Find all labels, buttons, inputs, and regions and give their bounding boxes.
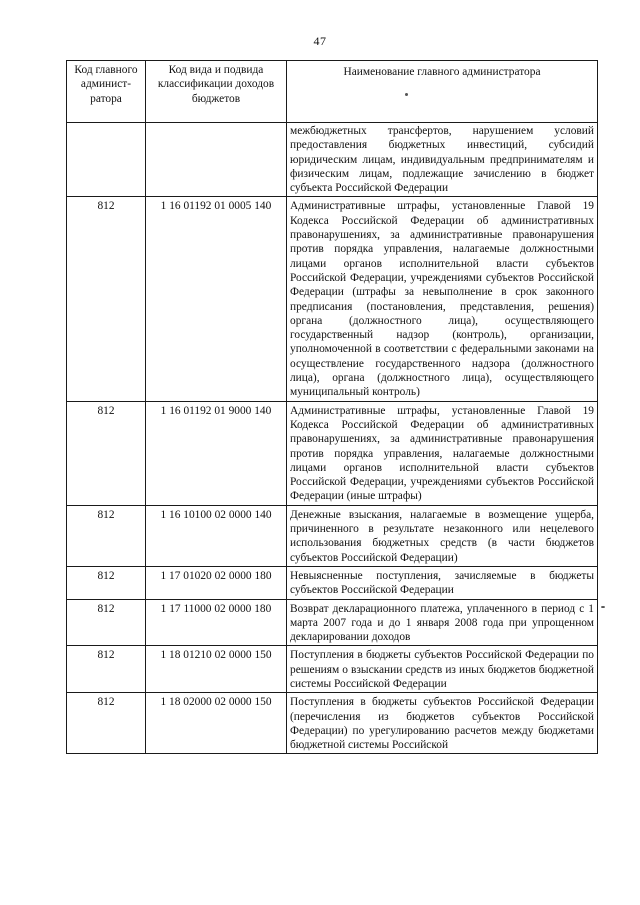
admin-name-cell: Денежные взыскания, налагаемые в возмещение ущерба, причиненного в результате незаконного или нецелевого использования бюджетных средств (в части бюджетов субъектов Российской Федерации) [287, 505, 598, 566]
table-header [67, 61, 598, 123]
table-row [67, 197, 598, 401]
admin-code-cell: 812 [67, 197, 146, 401]
admin-name-cell: Поступления в бюджеты субъектов Российской Федерации по решениям о взыскании средств из иных бюджетов бюджетной системы Российской Федерации [287, 646, 598, 693]
header-admin-code: Код главного админист-ратора [67, 61, 146, 123]
table-row [67, 599, 598, 646]
header-row [67, 61, 598, 123]
admin-code-cell: 812 [67, 505, 146, 566]
table-row [67, 646, 598, 693]
scan-speck [601, 606, 605, 608]
table-row [67, 401, 598, 505]
admin-name-cell: межбюджетных трансфертов, нарушением условий предоставления бюджетных инвестиций, субсидий юридическим лицам, индивидуальным предпринимателям и физическим лицам, подлежащие зачислению в бюджет субъекта Российской Федерации [287, 123, 598, 197]
income-code-cell: 1 16 01192 01 0005 140 [146, 197, 287, 401]
admin-code-cell: 812 [67, 693, 146, 754]
income-code-cell: 1 18 01210 02 0000 150 [146, 646, 287, 693]
admin-name-cell: Административные штрафы, установленные Главой 19 Кодекса Российской Федерации об административных правонарушениях, за административные правонарушения против порядка управления, налагаемые должностными лицами органов исполнительной власти субъектов Российской Федерации, учреждениями субъектов Российской Федерации (иные штрафы) [287, 401, 598, 505]
income-code-cell: 1 16 01192 01 9000 140 [146, 401, 287, 505]
admin-code-cell [67, 123, 146, 197]
admin-name-cell: Поступления в бюджеты субъектов Российской Федерации (перечисления из бюджетов субъектов Российской Федерации) по урегулированию расчетов между бюджетами бюджетной системы Российской [287, 693, 598, 754]
income-code-cell: 1 17 11000 02 0000 180 [146, 599, 287, 646]
admin-code-cell: 812 [67, 646, 146, 693]
admin-code-cell: 812 [67, 566, 146, 599]
table-row [67, 566, 598, 599]
income-code-cell: 1 17 01020 02 0000 180 [146, 566, 287, 599]
scan-speck [405, 93, 408, 96]
income-code-cell: 1 18 02000 02 0000 150 [146, 693, 287, 754]
admin-code-cell: 812 [67, 599, 146, 646]
header-admin-name: Наименование главного администратора [287, 61, 598, 123]
table-row [67, 505, 598, 566]
admin-code-cell: 812 [67, 401, 146, 505]
admin-name-cell: Невыясненные поступления, зачисляемые в бюджеты субъектов Российской Федерации [287, 566, 598, 599]
page-number: 47 [313, 34, 327, 48]
admin-name-cell: Возврат декларационного платежа, уплаченного в период с 1 марта 2007 года и до 1 января 2008 года при упрощенном декларировании доходов [287, 599, 598, 646]
table-row [67, 693, 598, 754]
income-code-cell: 1 16 10100 02 0000 140 [146, 505, 287, 566]
income-code-cell [146, 123, 287, 197]
header-income-code: Код вида и подвида классификации доходов бюджетов [146, 61, 287, 123]
admin-name-cell: Административные штрафы, установленные Главой 19 Кодекса Российской Федерации об административных правонарушениях, за административные правонарушения против порядка управления, налагаемые должностными лицами органов исполнительной власти субъектов Российской Федерации, учреждениями субъектов Российской Федерации (штрафы за невыполнение в срок законного предписания (постановления, представления, решения) органа (должностного лица), осуществляющего государственный надзор (контроль), организации, уполномоченной в соответствии с федеральными законами на осуществление государственного надзора (должностного лица), органа (должностного лица), осуществляющего муниципальный контроль) [287, 197, 598, 401]
income-codes-table [66, 60, 598, 754]
table-row [67, 123, 598, 197]
